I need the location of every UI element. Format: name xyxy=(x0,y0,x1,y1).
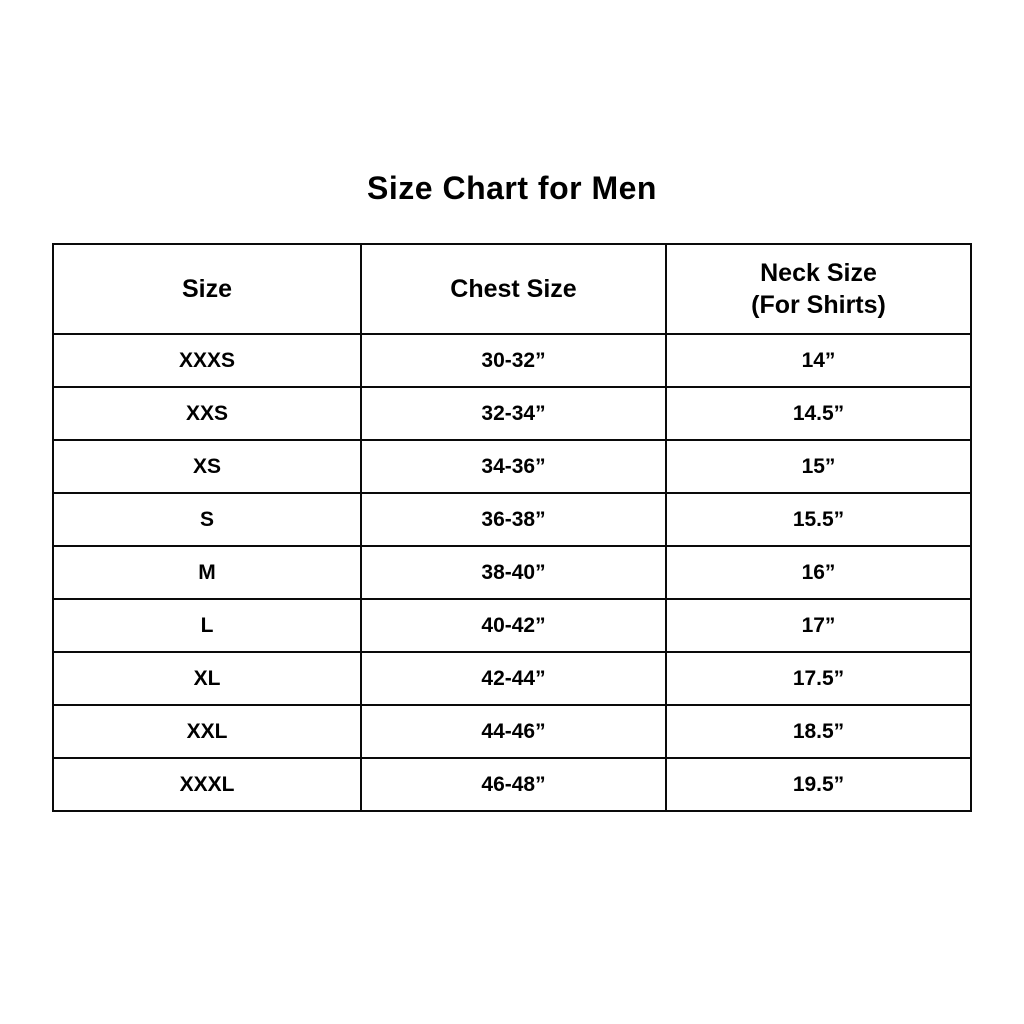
size-chart-table xyxy=(52,243,972,812)
cell-neck-size: 15” xyxy=(666,440,971,493)
cell-chest-size: 40-42” xyxy=(361,599,666,652)
table-row xyxy=(53,599,971,652)
cell-neck-size: 19.5” xyxy=(666,758,971,811)
cell-chest-size: 32-34” xyxy=(361,387,666,440)
cell-neck-size: 14” xyxy=(666,334,971,387)
cell-chest-size: 36-38” xyxy=(361,493,666,546)
column-header-label: Neck Size xyxy=(760,258,877,287)
cell-neck-size: 14.5” xyxy=(666,387,971,440)
cell-size: XS xyxy=(53,440,361,493)
cell-neck-size: 18.5” xyxy=(666,705,971,758)
column-header-size xyxy=(53,244,361,334)
table-row xyxy=(53,758,971,811)
table-row xyxy=(53,387,971,440)
cell-size: M xyxy=(53,546,361,599)
table-row xyxy=(53,493,971,546)
table-row xyxy=(53,652,971,705)
cell-chest-size: 44-46” xyxy=(361,705,666,758)
column-header-label: Chest Size xyxy=(450,274,577,303)
cell-chest-size: 38-40” xyxy=(361,546,666,599)
cell-size: XXL xyxy=(53,705,361,758)
cell-neck-size: 16” xyxy=(666,546,971,599)
cell-size: S xyxy=(53,493,361,546)
cell-chest-size: 30-32” xyxy=(361,334,666,387)
cell-size: XXS xyxy=(53,387,361,440)
column-header-chest-size xyxy=(361,244,666,334)
table-row xyxy=(53,705,971,758)
cell-chest-size: 34-36” xyxy=(361,440,666,493)
cell-size: L xyxy=(53,599,361,652)
cell-size: XXXL xyxy=(53,758,361,811)
header-row xyxy=(53,244,971,334)
cell-neck-size: 17” xyxy=(666,599,971,652)
table-row xyxy=(53,334,971,387)
cell-neck-size: 15.5” xyxy=(666,493,971,546)
table-row xyxy=(53,440,971,493)
table-row xyxy=(53,546,971,599)
column-header-sublabel: (For Shirts) xyxy=(751,291,886,319)
column-header-label: Size xyxy=(181,274,233,303)
page-title: Size Chart for Men xyxy=(367,170,657,206)
column-header-neck-size xyxy=(666,244,971,334)
cell-chest-size: 42-44” xyxy=(361,652,666,705)
table-header xyxy=(53,244,971,334)
cell-size: XL xyxy=(53,652,361,705)
table-body xyxy=(53,334,971,811)
cell-neck-size: 17.5” xyxy=(666,652,971,705)
cell-size: XXXS xyxy=(53,334,361,387)
cell-chest-size: 46-48” xyxy=(361,758,666,811)
